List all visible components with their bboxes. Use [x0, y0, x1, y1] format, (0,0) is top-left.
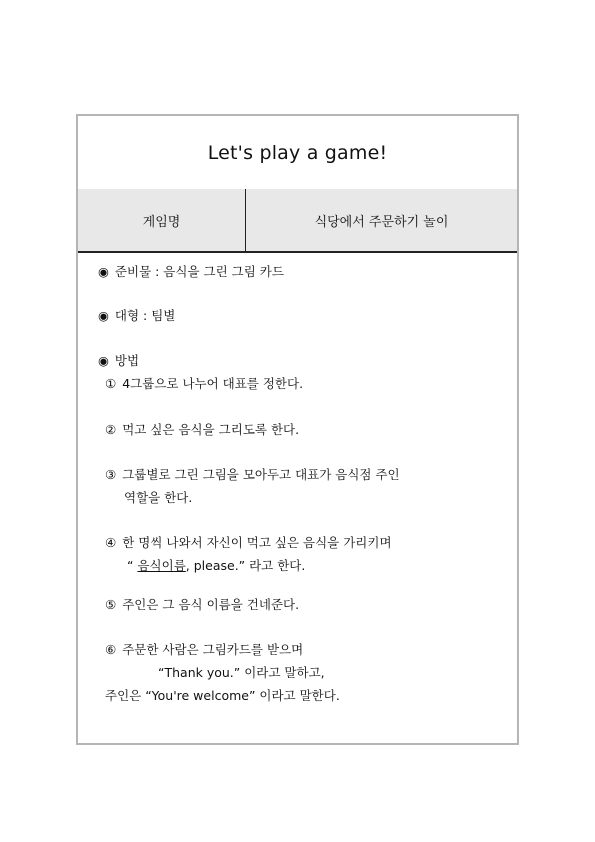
quote-open: “ — [127, 558, 134, 573]
step-text: 주인은 “You're welcome” 이라고 말한다. — [105, 688, 340, 703]
game-card — [76, 114, 519, 745]
game-name-row — [78, 189, 517, 253]
step-6 — [105, 642, 303, 658]
title-row — [78, 116, 517, 191]
method-heading — [98, 353, 139, 369]
step-1 — [105, 376, 303, 392]
step-number: ⑥ — [105, 642, 117, 657]
step-number: ③ — [105, 467, 117, 482]
method-heading-text: 방법 — [114, 353, 140, 368]
step-3 — [105, 467, 400, 483]
bullet-icon: ◉ — [98, 308, 109, 323]
game-name-value: 식당에서 주문하기 놀이 — [314, 214, 449, 230]
materials-text: 준비물 : 음식을 그린 그림 카드 — [114, 264, 284, 279]
formation-line — [98, 308, 175, 324]
card-body — [78, 251, 517, 745]
step-text: 주문한 사람은 그림카드를 받으며 — [122, 642, 304, 657]
game-name-label: 게임명 — [78, 189, 246, 251]
bullet-icon: ◉ — [98, 353, 109, 368]
step-text: 4그룹으로 나누어 대표를 정한다. — [122, 376, 304, 391]
step-text: , please.” 라고 한다. — [185, 558, 306, 573]
step-text: 역할을 한다. — [124, 490, 193, 505]
step-text: 먹고 싶은 음식을 그리도록 한다. — [122, 422, 300, 437]
food-name-underlined: 음식이름 — [137, 558, 186, 573]
step-number: ④ — [105, 535, 117, 550]
step-number: ② — [105, 422, 117, 437]
bullet-icon: ◉ — [98, 264, 109, 279]
step-4-continued — [127, 558, 305, 574]
step-text: 주인은 그 음식 이름을 건네준다. — [122, 597, 300, 612]
step-text: 그룹별로 그린 그림을 모아두고 대표가 음식점 주인 — [122, 467, 400, 482]
step-3-continued — [124, 490, 192, 506]
step-4 — [105, 535, 392, 551]
step-text: “Thank you.” 이라고 말하고, — [158, 665, 325, 680]
step-number: ⑤ — [105, 597, 117, 612]
materials-line — [98, 264, 284, 280]
step-6-line-3 — [105, 688, 340, 704]
page-title: Let's play a game! — [207, 141, 388, 164]
step-number: ① — [105, 376, 117, 391]
step-text: 한 명씩 나와서 자신이 먹고 싶은 음식을 가리키며 — [122, 535, 392, 550]
step-6-line-2 — [158, 665, 325, 681]
formation-text: 대형 : 팀별 — [114, 308, 176, 323]
step-2 — [105, 422, 299, 438]
step-5 — [105, 597, 299, 613]
